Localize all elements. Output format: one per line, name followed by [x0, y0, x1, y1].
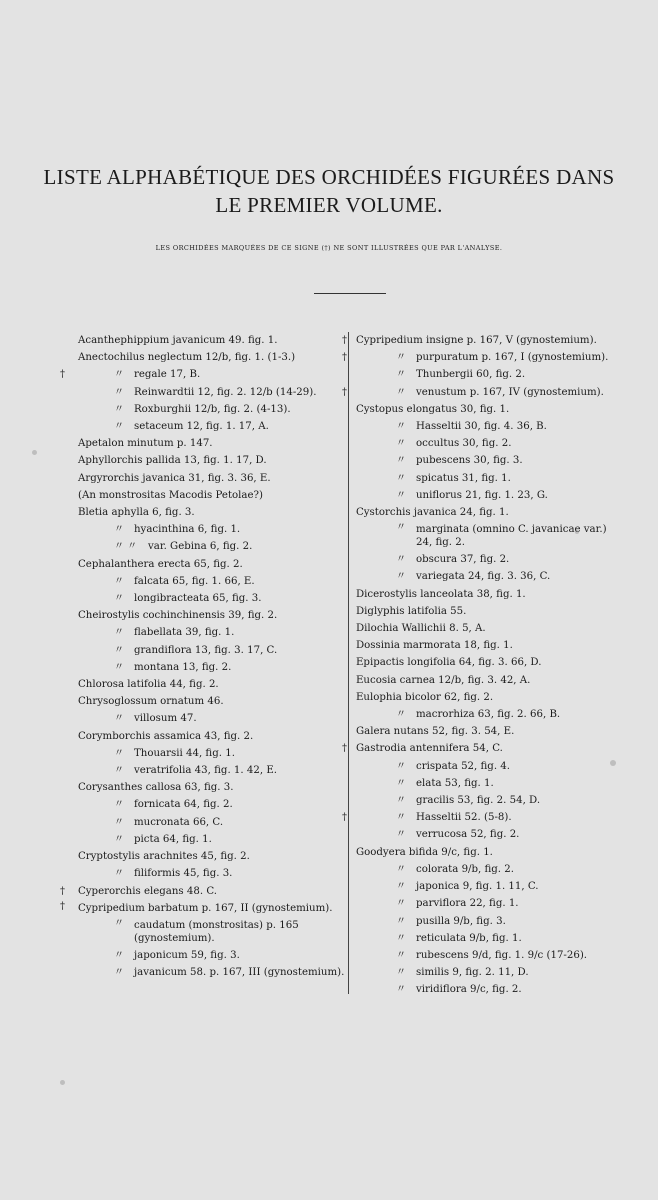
- index-entry: [78, 917, 346, 947]
- index-entry: [60, 900, 346, 917]
- dagger-mark: †: [60, 900, 65, 912]
- entry-text: japonica 9, fig. 1. 11, C.: [416, 881, 539, 893]
- index-entry: [78, 349, 346, 366]
- entry-text: Corysanthes callosa 63, fig. 3.: [78, 782, 234, 794]
- ditto-mark: 〃: [114, 575, 124, 587]
- index-entry: [78, 332, 346, 349]
- paper-speck: [575, 530, 579, 534]
- entry-text: Goodyera bifida 9/c, fig. 1.: [356, 846, 493, 858]
- ditto-mark: 〃: [114, 661, 124, 673]
- index-entry: [78, 642, 346, 659]
- ditto-mark: 〃: [114, 386, 124, 398]
- index-entry: [356, 551, 626, 568]
- entry-text: parviflora 22, fig. 1.: [416, 898, 519, 910]
- entry-text: verrucosa 52, fig. 2.: [416, 829, 520, 841]
- entry-text: variegata 24, fig. 3. 36, C.: [416, 571, 551, 583]
- entry-text: Epipactis longifolia 64, fig. 3. 66, D.: [356, 657, 542, 669]
- dagger-mark: †: [342, 352, 347, 364]
- entry-text: falcata 65, fig. 1. 66, E.: [134, 575, 255, 587]
- entry-text: occultus 30, fig. 2.: [416, 438, 512, 450]
- entry-text: Thunbergii 60, fig. 2.: [416, 369, 526, 381]
- entry-text: viridiflora 9/c, fig. 2.: [416, 984, 522, 996]
- index-entry: [356, 470, 626, 487]
- entry-text: Aphyllorchis pallida 13, fig. 1. 17, D.: [78, 455, 267, 467]
- index-entry: [78, 831, 346, 848]
- index-entry: [356, 981, 626, 998]
- index-entry: [78, 865, 346, 882]
- entry-text: Apetalon minutum p. 147.: [78, 438, 213, 450]
- index-entry: [356, 401, 626, 418]
- entry-text: Reinwardtii 12, fig. 2. 12/b (14-29).: [134, 386, 317, 398]
- entry-text: Dicerostylis lanceolata 38, fig. 1.: [356, 588, 526, 600]
- ditto-mark: 〃: [114, 421, 124, 433]
- index-entry: [356, 366, 626, 383]
- dagger-mark: †: [60, 369, 65, 381]
- index-entry: [356, 689, 626, 706]
- index-entry: [78, 693, 346, 710]
- index-entry: [78, 452, 346, 469]
- entry-text: japonicum 59, fig. 3.: [134, 949, 240, 961]
- entry-text: flabellata 39, fig. 1.: [134, 627, 235, 639]
- dagger-mark: †: [342, 812, 347, 824]
- dagger-mark: †: [342, 386, 347, 398]
- entry-text: Chlorosa latifolia 44, fig. 2.: [78, 679, 219, 691]
- ditto-mark: 〃: [396, 915, 406, 927]
- index-entry: [78, 779, 346, 796]
- entry-text: Cyperorchis elegans 48. C.: [78, 885, 218, 897]
- entry-text: reticulata 9/b, fig. 1.: [416, 932, 522, 944]
- index-entry: [78, 848, 346, 865]
- entry-text: pusilla 9/b, fig. 3.: [416, 915, 506, 927]
- index-entry: [356, 452, 626, 469]
- entry-text: marginata (omnino C. javanicae var.) 24, fig. 2.: [416, 524, 607, 549]
- entry-text: regale 17, B.: [134, 369, 201, 381]
- index-entry: [356, 826, 626, 843]
- index-entry: [356, 586, 626, 603]
- index-entry: [342, 740, 626, 757]
- index-entry: [78, 470, 346, 487]
- ditto-mark: 〃: [396, 386, 406, 398]
- column-divider: [348, 332, 349, 994]
- ditto-mark: 〃: [396, 352, 406, 364]
- index-entry: [356, 504, 626, 521]
- entry-text: Roxburghii 12/b, fig. 2. (4-13).: [134, 403, 291, 415]
- ditto-mark: 〃: [396, 438, 406, 450]
- index-entry: [356, 637, 626, 654]
- index-entry: [78, 796, 346, 813]
- entry-text: hyacinthina 6, fig. 1.: [134, 524, 241, 536]
- ditto-mark: 〃: [114, 816, 124, 828]
- index-entry: [78, 964, 346, 981]
- ditto-mark: 〃: [114, 917, 124, 929]
- index-entry: [78, 556, 346, 573]
- ditto-mark: 〃: [396, 455, 406, 467]
- ditto-mark: 〃: [114, 833, 124, 845]
- index-entry: [342, 349, 626, 366]
- index-entry: [78, 538, 346, 555]
- entry-text: Eucosia carnea 12/b, fig. 3. 42, A.: [356, 674, 531, 686]
- ditto-mark: 〃: [396, 489, 406, 501]
- index-entry: [60, 883, 346, 900]
- entry-text: Acanthephippium javanicum 49. fig. 1.: [78, 335, 278, 346]
- entry-text: similis 9, fig. 2. 11, D.: [416, 967, 529, 979]
- index-entry: [78, 521, 346, 538]
- entry-text: Eulophia bicolor 62, fig. 2.: [356, 691, 494, 703]
- entry-text: Hasseltii 30, fig. 4. 36, B.: [416, 421, 547, 433]
- entry-text: Corymborchis assamica 43, fig. 2.: [78, 730, 254, 742]
- index-column-left: [60, 332, 346, 981]
- ditto-mark: 〃: [396, 777, 406, 789]
- index-entry: [356, 435, 626, 452]
- entry-text: uniflorus 21, fig. 1. 23, G.: [416, 489, 548, 501]
- ditto-mark: 〃: [396, 932, 406, 944]
- entry-text: Bletia aphylla 6, fig. 3.: [78, 507, 195, 519]
- entry-text: Diglyphis latifolia 55.: [356, 605, 467, 617]
- ditto-mark: 〃: [114, 799, 124, 811]
- ditto-mark: 〃: [396, 522, 406, 534]
- index-entry: [78, 728, 346, 745]
- index-entry: [78, 504, 346, 521]
- entry-text: crispata 52, fig. 4.: [416, 760, 511, 772]
- index-entry: [60, 366, 346, 383]
- index-entry: [356, 964, 626, 981]
- ditto-mark: 〃: [396, 984, 406, 996]
- index-entry: [356, 487, 626, 504]
- entry-text: obscura 37, fig. 2.: [416, 554, 510, 566]
- index-entry: [342, 809, 626, 826]
- ditto-mark: 〃: [396, 881, 406, 893]
- ditto-mark: 〃: [114, 765, 124, 777]
- entry-text: elata 53, fig. 1.: [416, 777, 494, 789]
- entry-text: macrorhiza 63, fig. 2. 66, B.: [416, 709, 561, 721]
- index-entry: [356, 895, 626, 912]
- entry-text: spicatus 31, fig. 1.: [416, 472, 511, 484]
- entry-text: setaceum 12, fig. 1. 17, A.: [134, 421, 269, 433]
- index-entry: [78, 762, 346, 779]
- entry-text: Thouarsii 44, fig. 1.: [134, 747, 235, 759]
- entry-text: rubescens 9/d, fig. 1. 9/c (17-26).: [416, 949, 588, 961]
- ditto-mark: 〃: [396, 421, 406, 433]
- ditto-mark: 〃: [114, 966, 124, 978]
- paper-speck: [610, 760, 616, 766]
- index-entry: [78, 487, 346, 504]
- entry-text: grandiflora 13, fig. 3. 17, C.: [134, 644, 278, 656]
- ditto-mark: 〃: [396, 863, 406, 875]
- ditto-mark: 〃: [114, 524, 124, 536]
- dagger-mark: †: [342, 743, 347, 755]
- ditto-mark: 〃: [396, 967, 406, 979]
- index-entry: [78, 659, 346, 676]
- page-title: [0, 163, 658, 219]
- index-entry: [356, 568, 626, 585]
- ditto-mark: 〃: [396, 795, 406, 807]
- entry-text: Cypripedium insigne p. 167, V (gynostemium).: [356, 335, 597, 346]
- index-entry: [356, 706, 626, 723]
- entry-text: pubescens 30, fig. 3.: [416, 455, 523, 467]
- entry-text: Dossinia marmorata 18, fig. 1.: [356, 640, 513, 652]
- entry-text: javanicum 58. p. 167, III (gynostemium).: [134, 966, 345, 978]
- index-entry: [356, 672, 626, 689]
- index-entry: [356, 913, 626, 930]
- entry-text: Hasseltii 52. (5-8).: [416, 812, 512, 824]
- index-entry: [78, 435, 346, 452]
- index-entry: [356, 930, 626, 947]
- index-column-right: [342, 332, 626, 999]
- index-entry: [342, 384, 626, 401]
- index-entry: [356, 620, 626, 637]
- entry-text: montana 13, fig. 2.: [134, 661, 232, 673]
- entry-text: picta 64, fig. 1.: [134, 833, 212, 845]
- entry-text: var. Gebina 6, fig. 2.: [148, 541, 253, 553]
- index-entry: [356, 861, 626, 878]
- ditto-mark: 〃: [396, 898, 406, 910]
- index-entry: [356, 878, 626, 895]
- dagger-mark: †: [60, 885, 65, 897]
- entry-text: Gastrodia antennifera 54, C.: [356, 743, 503, 755]
- index-entry: [78, 590, 346, 607]
- index-entry: [356, 723, 626, 740]
- ditto-mark: 〃: [396, 472, 406, 484]
- index-entry: [356, 792, 626, 809]
- index-entry: [78, 710, 346, 727]
- ditto-mark: 〃: [114, 949, 124, 961]
- separator-rule: [314, 293, 386, 294]
- ditto-mark: 〃: [396, 812, 406, 824]
- entry-text: Cystopus elongatus 30, fig. 1.: [356, 403, 510, 415]
- entry-text: Cryptostylis arachnites 45, fig. 2.: [78, 851, 250, 863]
- title-line-1: LISTE ALPHABÉTIQUE DES ORCHIDÉES FIGURÉES DANS: [43, 165, 615, 189]
- ditto-mark: 〃: [114, 627, 124, 639]
- index-entry: [78, 624, 346, 641]
- dagger-note: LES ORCHIDÉES MARQUÉES DE CE SIGNE (†) NE SONT ILLUSTRÉES QUE PAR L'ANALYSE.: [155, 244, 503, 252]
- ditto-mark: 〃: [114, 747, 124, 759]
- entry-text: Chrysoglossum ornatum 46.: [78, 696, 224, 708]
- ditto-mark: 〃: [396, 554, 406, 566]
- index-entry: [356, 521, 626, 551]
- entry-text: (An monstrositas Macodis Petolae?): [78, 489, 263, 501]
- ditto-mark: 〃: [114, 868, 124, 880]
- entry-text: Cheirostylis cochinchinensis 39, fig. 2.: [78, 610, 278, 622]
- ditto-mark: 〃: [114, 403, 124, 415]
- entry-text: mucronata 66, C.: [134, 816, 224, 828]
- entry-text: Galera nutans 52, fig. 3. 54, E.: [356, 726, 515, 738]
- index-entry: [78, 745, 346, 762]
- index-entry: [78, 947, 346, 964]
- ditto-mark: 〃: [114, 713, 124, 725]
- entry-text: veratrifolia 43, fig. 1. 42, E.: [134, 765, 277, 777]
- entry-text: gracilis 53, fig. 2. 54, D.: [416, 795, 541, 807]
- ditto-mark: 〃: [114, 593, 124, 605]
- entry-text: filiformis 45, fig. 3.: [134, 868, 233, 880]
- ditto-mark: 〃: [396, 829, 406, 841]
- entry-text: caudatum (monstrositas) p. 165 (gynostemium).: [134, 919, 299, 944]
- entry-text: Dilochia Wallichii 8. 5, A.: [356, 623, 486, 635]
- index-entry: [78, 814, 346, 831]
- index-entry: [78, 607, 346, 624]
- entry-text: Anectochilus neglectum 12/b, fig. 1. (1-3.): [78, 352, 296, 364]
- entry-text: colorata 9/b, fig. 2.: [416, 863, 515, 875]
- dagger-mark: †: [342, 335, 347, 346]
- entry-text: fornicata 64, fig. 2.: [134, 799, 233, 811]
- index-entry: [78, 676, 346, 693]
- title-line-2: LE PREMIER VOLUME.: [215, 193, 443, 217]
- index-entry: [356, 603, 626, 620]
- index-entry: [356, 418, 626, 435]
- ditto-mark: 〃: [396, 949, 406, 961]
- index-entry: [78, 384, 346, 401]
- ditto-mark: 〃: [114, 369, 124, 381]
- index-entry: [356, 758, 626, 775]
- entry-text: Argyrorchis javanica 31, fig. 3. 36, E.: [78, 472, 271, 484]
- index-entry: [342, 332, 626, 349]
- entry-text: villosum 47.: [134, 713, 197, 725]
- paper-speck: [32, 450, 37, 455]
- index-entry: [356, 775, 626, 792]
- index-entry: [78, 418, 346, 435]
- index-entry: [78, 573, 346, 590]
- entry-text: purpuratum p. 167, I (gynostemium).: [416, 352, 609, 364]
- entry-text: Cypripedium barbatum p. 167, II (gynostemium).: [78, 902, 333, 914]
- entry-text: Cystorchis javanica 24, fig. 1.: [356, 507, 509, 519]
- entry-text: venustum p. 167, IV (gynostemium).: [416, 386, 604, 398]
- index-entry: [356, 947, 626, 964]
- ditto-mark: 〃: [114, 644, 124, 656]
- index-entry: [78, 401, 346, 418]
- entry-text: longibracteata 65, fig. 3.: [134, 593, 262, 605]
- entry-text: Cephalanthera erecta 65, fig. 2.: [78, 558, 243, 570]
- ditto-mark: 〃: [396, 369, 406, 381]
- index-entry: [356, 654, 626, 671]
- ditto-mark: 〃: [396, 709, 406, 721]
- paper-speck: [60, 1080, 65, 1085]
- ditto-mark: 〃: [396, 760, 406, 772]
- index-entry: [356, 844, 626, 861]
- ditto-mark: 〃 〃: [114, 541, 138, 553]
- ditto-mark: 〃: [396, 571, 406, 583]
